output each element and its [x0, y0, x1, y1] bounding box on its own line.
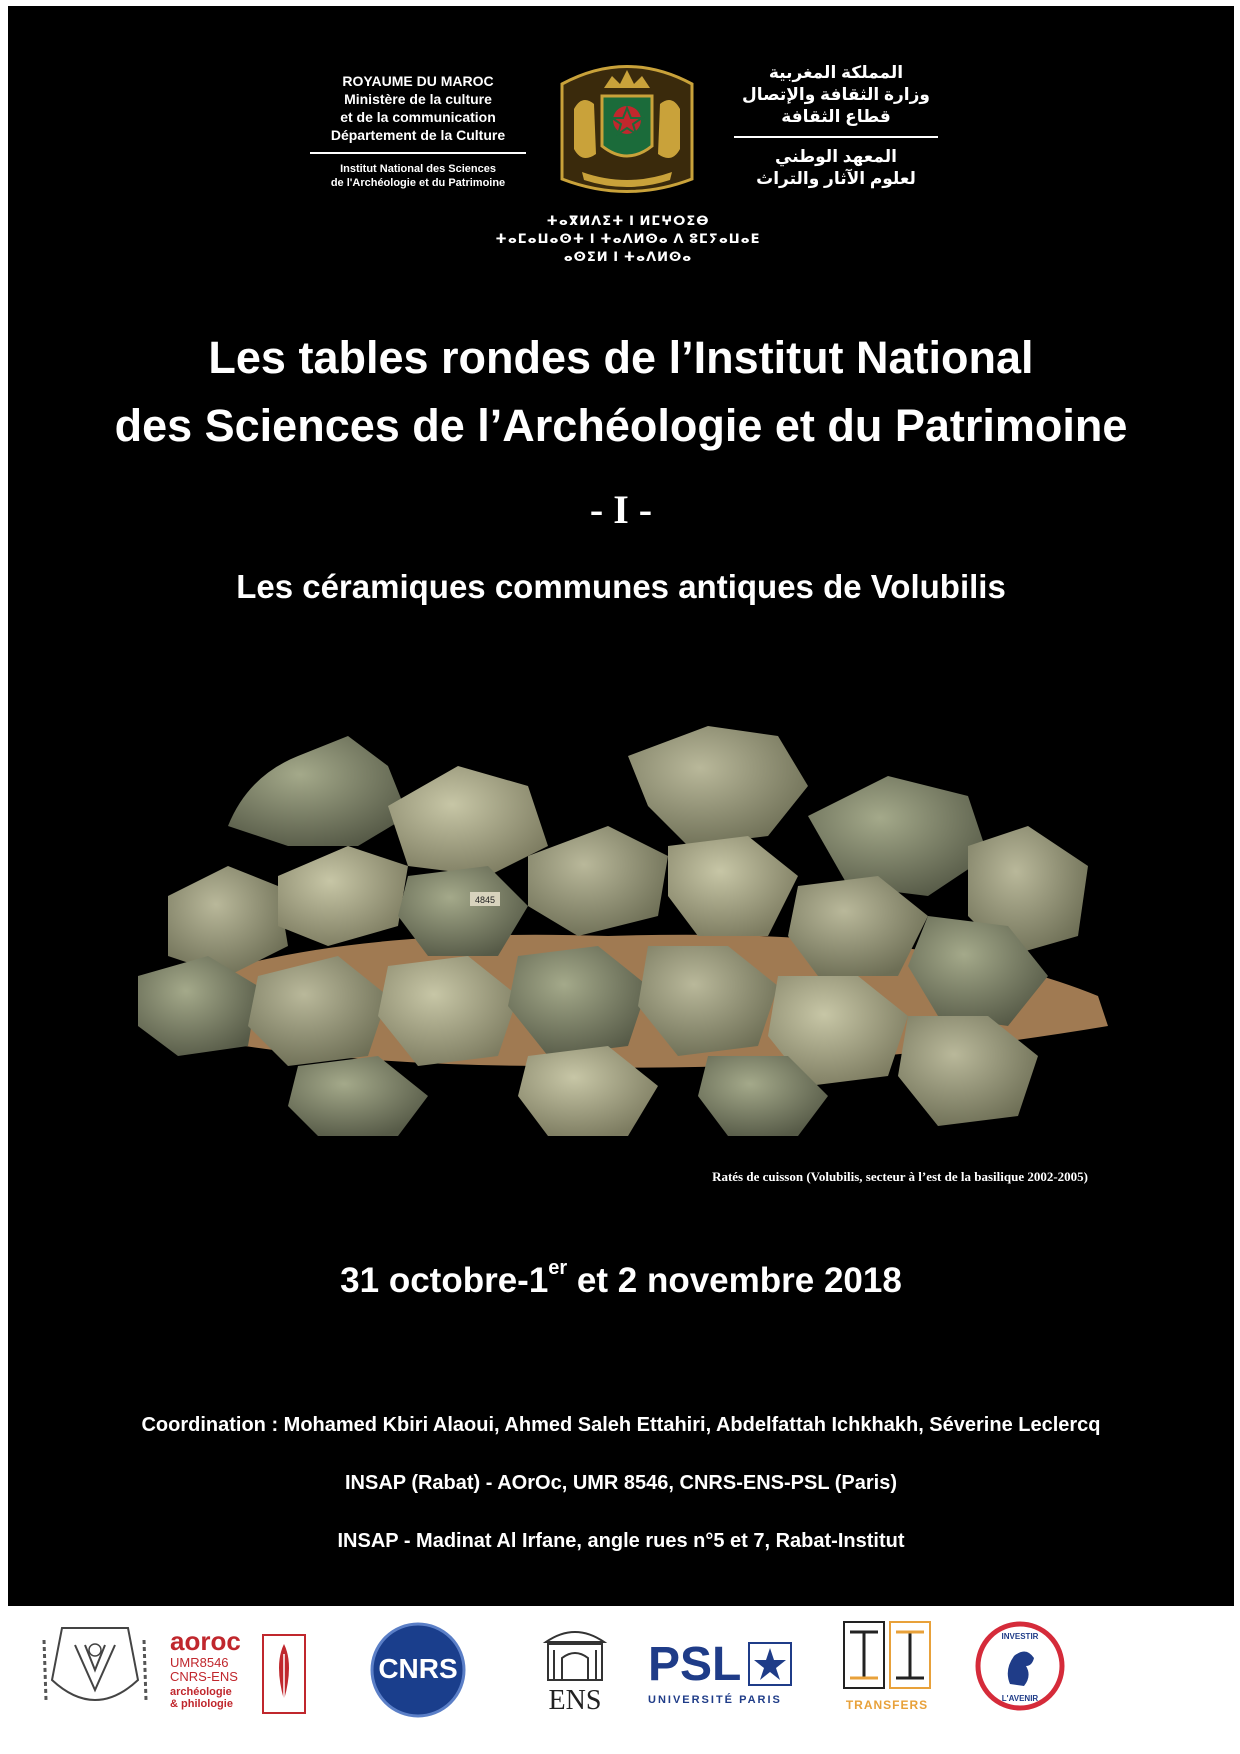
- transfers-label: TRANSFERS: [845, 1698, 929, 1712]
- royal-coat-of-arms-icon: [552, 54, 702, 204]
- partner-logos-bar: [30, 1610, 1210, 1740]
- tifinagh-line-1: ⵜⴰⴳⵍⴷⵉⵜ ⵏ ⵍⵎⵖⵔⵉⴱ: [546, 213, 710, 228]
- header-left-divider: [310, 152, 526, 154]
- aoroc-cnrs-ens: CNRS-ENS: [170, 1669, 238, 1684]
- psl-label: PSL: [648, 1638, 742, 1691]
- ens-logo: [530, 1620, 620, 1720]
- insap-seal-icon: [40, 1620, 150, 1720]
- aoroc-quill-icon: [262, 1634, 306, 1714]
- subtitle: Les céramiques communes antiques de Volubilis: [236, 568, 1006, 605]
- arabic-line-5: لعلوم الآثار والتراث: [756, 169, 916, 188]
- date-part-2: et 2 novembre 2018: [567, 1261, 902, 1300]
- edition-number: - I -: [589, 487, 653, 532]
- sherd-inventory-label: 4845: [474, 895, 496, 905]
- aoroc-philologie: & philologie: [170, 1698, 233, 1710]
- psl-star-icon: [748, 1642, 792, 1686]
- date-part-1: 31 octobre-1: [340, 1261, 549, 1300]
- investir-avenir-logo: [970, 1620, 1070, 1720]
- arabic-line-1: المملكة المغربية: [768, 63, 904, 82]
- poster: [8, 6, 1234, 1606]
- psl-subtitle: UNIVERSITÉ PARIS: [648, 1694, 782, 1706]
- avenir-label: L'AVENIR: [1001, 1694, 1039, 1703]
- arabic-line-3: قطاع الثقافة: [781, 107, 891, 126]
- main-title: [8, 324, 1234, 460]
- cnrs-logo: [368, 1620, 468, 1720]
- institute-line-1: Institut National des Sciences: [340, 163, 496, 175]
- aoroc-logo: [170, 1620, 310, 1720]
- transfers-mark-icon: [842, 1620, 932, 1690]
- header-right-divider: [734, 136, 938, 138]
- aoroc-umr: UMR8546: [170, 1655, 229, 1670]
- ens-building-icon: [542, 1620, 608, 1682]
- tifinagh-line-2: ⵜⴰⵎⴰⵡⴰⵙⵜ ⵏ ⵜⴰⴷⵍⵙⴰ ⴷ ⵓⵎⵢⴰⵡⴰⴹ: [495, 231, 761, 246]
- aoroc-archeologie: archéologie: [170, 1686, 232, 1698]
- photo-caption: Ratés de cuisson (Volubilis, secteur à l’est de la basilique 2002-2005): [712, 1169, 1088, 1184]
- address-text: INSAP - Madinat Al Irfane, angle rues n°5 et 7, Rabat-Institut: [337, 1530, 905, 1552]
- ministry-line-2: et de la communication: [340, 109, 496, 125]
- header-right-arabic: [726, 62, 946, 190]
- coordination-text: Coordination : Mohamed Kbiri Alaoui, Ahmed Saleh Ettahiri, Abdelfattah Ichkhakh, Séverine Leclercq: [141, 1414, 1101, 1436]
- partners-text: INSAP (Rabat) - AOrOc, UMR 8546, CNRS-ENS-PSL (Paris): [345, 1472, 897, 1494]
- header-left-french: [298, 72, 538, 190]
- investir-label: INVESTIR: [1001, 1632, 1039, 1641]
- transfers-logo: [842, 1620, 932, 1720]
- ens-label: ENS: [548, 1685, 602, 1716]
- title-line-1: Les tables rondes de l’Institut National: [208, 332, 1034, 383]
- date-superscript: er: [548, 1257, 568, 1279]
- ministry-line-1: Ministère de la culture: [344, 91, 492, 107]
- institute-line-2: de l'Archéologie et du Patrimoine: [330, 177, 506, 189]
- title-line-2: des Sciences de l’Archéologie et du Patrimoine: [114, 400, 1128, 451]
- cnrs-label: CNRS: [378, 1653, 458, 1684]
- arabic-line-2: وزارة الثقافة والإتصال: [742, 85, 930, 104]
- ceramic-sherds-photo: [108, 696, 1128, 1156]
- arabic-line-4: المعهد الوطني: [775, 147, 897, 166]
- tifinagh-line-3: ⴰⵙⵉⵍ ⵏ ⵜⴰⴷⵍⵙⴰ: [563, 249, 693, 264]
- psl-logo: [648, 1620, 798, 1720]
- header-tifinagh: [488, 212, 768, 266]
- kingdom-label: ROYAUME DU MAROC: [342, 73, 494, 89]
- event-date: [8, 1257, 1234, 1301]
- aoroc-name: aoroc: [170, 1626, 241, 1656]
- department-label: Département de la Culture: [330, 127, 506, 143]
